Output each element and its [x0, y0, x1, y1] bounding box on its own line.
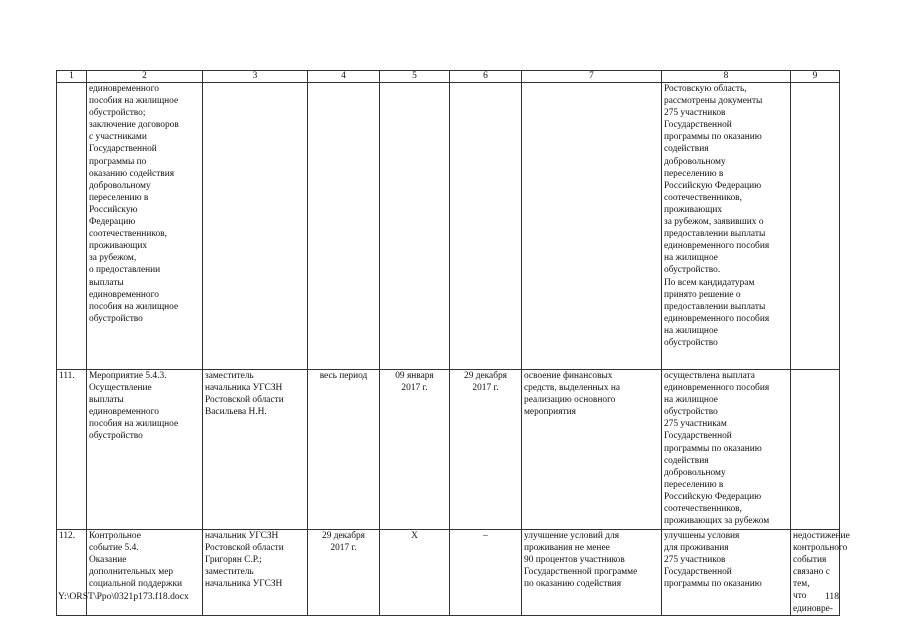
column-number: 5	[380, 71, 450, 83]
start-date-cell: X	[380, 530, 450, 616]
column-number: 2	[87, 71, 203, 83]
column-number: 7	[522, 71, 662, 83]
event-name-cell: Контрольное событие 5.4. Оказание дополнительных мер социальной поддержки	[87, 530, 203, 616]
note-cell: недостижение контрольного события связано с тем, что единовре-	[791, 530, 840, 616]
end-date-cell: –	[450, 530, 522, 616]
end-date-cell	[450, 83, 522, 370]
column-number: 6	[450, 71, 522, 83]
event-name-cell: Мероприятие 5.4.3. Осуществление выплаты единовременного пособия на жилищное обустройство	[87, 370, 203, 530]
note-cell	[791, 83, 840, 370]
column-number: 3	[203, 71, 308, 83]
table-row	[57, 370, 840, 530]
responsible-cell: начальник УГСЗН Ростовской области Григорян С.Р.; заместитель начальника УГСЗН	[203, 530, 308, 616]
column-number: 1	[57, 71, 87, 83]
event-name-cell: единовременного пособия на жилищное обустройство; заключение договоров с участниками Государственной программы по оказанию содействия добровольному переселению в Российскую Федерацию соотечественников, проживающих за рубежом, о предоставлении выплаты единовременного пособия на жилищное обустройство	[87, 83, 203, 370]
period-cell: весь период	[308, 370, 380, 530]
table-row	[57, 530, 840, 616]
row-number: 112.	[57, 530, 87, 616]
expected-result-cell: освоение финансовых средств, выделенных на реализацию основного мероприятия	[522, 370, 662, 530]
column-number: 9	[791, 71, 840, 83]
row-number: 111.	[57, 370, 87, 530]
note-cell	[791, 370, 840, 530]
expected-result-cell	[522, 83, 662, 370]
end-date-cell: 29 декабря 2017 г.	[450, 370, 522, 530]
period-cell	[308, 83, 380, 370]
page-number: 118	[824, 591, 839, 602]
actual-result-cell: улучшены условия для проживания 275 участников Государственной программы по оказанию	[662, 530, 791, 616]
column-number-row	[57, 71, 840, 83]
column-number: 8	[662, 71, 791, 83]
table-row	[57, 83, 840, 370]
responsible-cell	[203, 83, 308, 370]
start-date-cell	[380, 83, 450, 370]
expected-result-cell: улучшение условий для проживания не менее 90 процентов участников Государственной программе по оказанию содействия	[522, 530, 662, 616]
row-number	[57, 83, 87, 370]
actual-result-cell: Ростовскую область, рассмотрены документы 275 участников Государственной программы по оказанию содействия добровольному переселению в Российскую Федерацию соотечественников, проживающих за рубежом, заявивших о предоставлении выплаты единовременного пособия на жилищное обустройство. По всем кандидатурам принято решение о предоставлении выплаты единовременного пособия на жилищное обустройство	[662, 83, 791, 370]
file-path: Y:\ORST\Ppo\0321p173.f18.docx	[58, 591, 189, 602]
responsible-cell: заместитель начальника УГСЗН Ростовской области Васильева Н.Н.	[203, 370, 308, 530]
start-date-cell: 09 января 2017 г.	[380, 370, 450, 530]
period-cell: 29 декабря 2017 г.	[308, 530, 380, 616]
actual-result-cell: осуществлена выплата единовременного пособия на жилищное обустройство 275 участникам Государственной программы по оказанию содействия добровольному переселению в Российскую Федерацию соотечественников, проживающих за рубежом	[662, 370, 791, 530]
column-number: 4	[308, 71, 380, 83]
events-table	[56, 70, 850, 616]
